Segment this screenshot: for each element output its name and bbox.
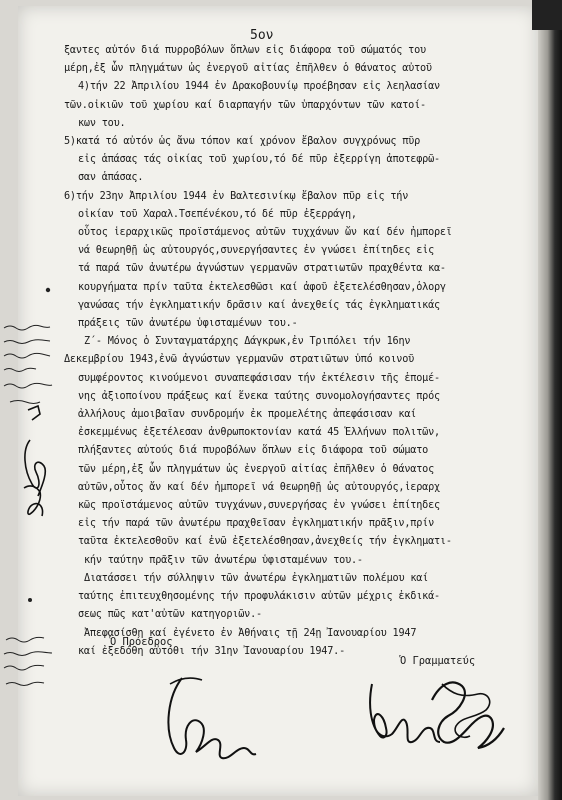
text-line: εἰς τήν παρά τῶν ἀνωτέρω πραχθεῖσαν ἐγκληματικήν πρᾶξιν,πρίν xyxy=(78,518,435,530)
binder-edge xyxy=(538,0,562,800)
text-line: καί ἐξεδόθη αὐτόθι τήν 31ην Ἰανουαρίου 1947.- xyxy=(78,645,346,657)
text-line: ξαντες αὐτόν διά πυρροβόλων ὅπλων εἰς διάφορα τοῦ σώματός του xyxy=(64,45,426,56)
text-line: συμφέροντος κινούμενοι συναπεφάσισαν τήν ἐκτέλεσιν τῆς ἑπομέ- xyxy=(78,372,440,384)
margin-handwriting xyxy=(0,0,60,800)
text-line: οὗτος ἱεραρχικῶς προϊστάμενος αὐτῶν τυχχάνων ὤν καί δέν ἠμπορεῖ xyxy=(78,227,452,239)
text-line: μέρη,ἐξ ὧν πληγμάτων ὡς ἐνεργοῦ αἰτίας ἐπῆλθεν ὁ θάνατος αὐτοῦ xyxy=(64,63,432,75)
document-body xyxy=(64,42,524,661)
text-line: πλήξαντες αὐτούς διά πυροβόλων ὅπλων εἰς διάφορα τοῦ σώματο xyxy=(78,445,429,457)
text-line: οἰκίαν τοῦ Χαραλ.Τσεπένέκου,τό δέ πῦρ ἐξερράγη, xyxy=(78,208,357,220)
page-number: 5ον xyxy=(250,28,274,43)
text-line: νης ἀξιοποίνου πράξεως καί ἕνεκα ταύτης συνομολογήσαντες πρός xyxy=(78,390,440,402)
text-line: γανώσας τήν ἐγκληματικήν δρᾶσιν καί ἀνεχθείς τάς ἐγκληματικάς xyxy=(78,299,440,311)
text-line: κων του. xyxy=(78,117,126,129)
text-line: ταύτης ἐπιτευχθησομένης τήν προφυλάκισιν αὐτῶν μέχρις ἐκδικά- xyxy=(78,591,440,603)
text-line: σαν ἁπάσας. xyxy=(78,172,144,184)
text-line: ἐσκεμμένως ἐξετέλεσαν ἀνθρωποκτονίαν κατά 45 Ἑλλήνων πολιτῶν, xyxy=(78,427,440,439)
text-line: πράξεις τῶν ἀνωτέρω ὑφισταμένων του.- xyxy=(78,318,298,330)
text-line: 6)τήν 23ην Ἀπριλίου 1944 ἐν Βαλτεσινίκῳ ἔβαλον πῦρ εἰς τήν xyxy=(64,190,409,202)
text-line: εἰς ἁπάσας τάς οἰκίας τοῦ χωρίου,τό δέ πῦρ ἐξερρίγη ἀποτεφρῶ- xyxy=(78,154,440,166)
text-line: Ζ΄- Μόνος ὁ Συνταγματάρχης Δάγκρωκ,ἐν Τριπόλει τήν 16ην xyxy=(84,336,411,348)
text-line: Διατάσσει τήν σύλληψιν τῶν ἀνωτέρω ἐγκληματιῶν πολέμου καί xyxy=(84,572,429,584)
secretary-signature xyxy=(362,670,532,790)
text-line: αὐτῶν,οὗτος ἄν καί δέν ἠμπορεῖ νά θεωρηθῇ ὡς αὐτουργός,ἱεραρχ xyxy=(78,481,440,493)
text-line: κουργήματα πρίν ταῦτα ἐκτελεσθῶσι καί ἀφοῦ ἐξετελέσθησαν,ὁλοργ xyxy=(78,281,446,293)
text-line: κῶς προϊστάμενος αὐτῶν τυγχάνων,συνεργήσας ἐν γνώσει ἐπίτηδες xyxy=(78,500,440,512)
text-line: κήν ταύτην πρᾶξιν τῶν ἀνωτέρω ὑφισταμένων του.- xyxy=(84,554,363,566)
text-line: ταῦτα ἐκτελεσθοῦν καί ἐνῶ ἐξετελέσθησαν,ἀνεχθείς τήν ἐγκληματι- xyxy=(78,536,452,548)
text-line: 4)τήν 22 Ἀπριλίου 1944 ἐν Δρακοβουνίῳ προέβησαν εἰς λεηλασίαν xyxy=(78,81,440,93)
text-line: τῶν μέρη,ἐξ ὧν πληγμάτων ὡς ἐνεργοῦ αἰτίας ἐπῆλθεν ὁ θάνατος xyxy=(78,463,435,475)
binder-corner xyxy=(532,0,562,30)
text-line: Ἀπεφασίσθη καί ἐγένετο ἐν Ἀθήναις τῇ 24ῃ Ἰανουαρίου 1947 xyxy=(84,627,417,639)
text-line: τῶν.οἰκιῶν τοῦ χωρίου καί διαρπαγήν τῶν ὑπαρχόντων τῶν κατοί- xyxy=(64,99,426,111)
president-signature xyxy=(160,670,270,770)
text-line: τά παρά τῶν ἀνωτέρω ἀγνώστων γερμανῶν στρατιωτῶν πραχθέντα κα- xyxy=(78,263,446,275)
secretary-label: Ὁ Γραμματεύς xyxy=(400,655,476,667)
text-line: Δεκεμβρίου 1943,ἐνῶ ἀγνώστων γερμανῶν στρατιῶτων ὑπό κοινοῦ xyxy=(64,354,415,366)
president-label: Ὁ Πρόεδρος xyxy=(110,636,173,648)
text-line: ἀλλήλους ἀμοιβαῖαν συνδρομήν ἐκ προμελέτης ἀπεφάσισαν καί xyxy=(78,409,417,421)
text-line: νά θεωρηθῇ ὡς αὐτουργός,συνεργήσαντες ἐν γνώσει ἐπίτηδες εἰς xyxy=(78,245,435,257)
text-line: 5)κατά τό αὐτόν ὡς ἄνω τόπον καί χρόνον ἔβαλον συγχρόνως πῦρ xyxy=(64,136,421,148)
text-line: σεως πῶς κατ'αὐτῶν κατηγοριῶν.- xyxy=(78,609,262,621)
